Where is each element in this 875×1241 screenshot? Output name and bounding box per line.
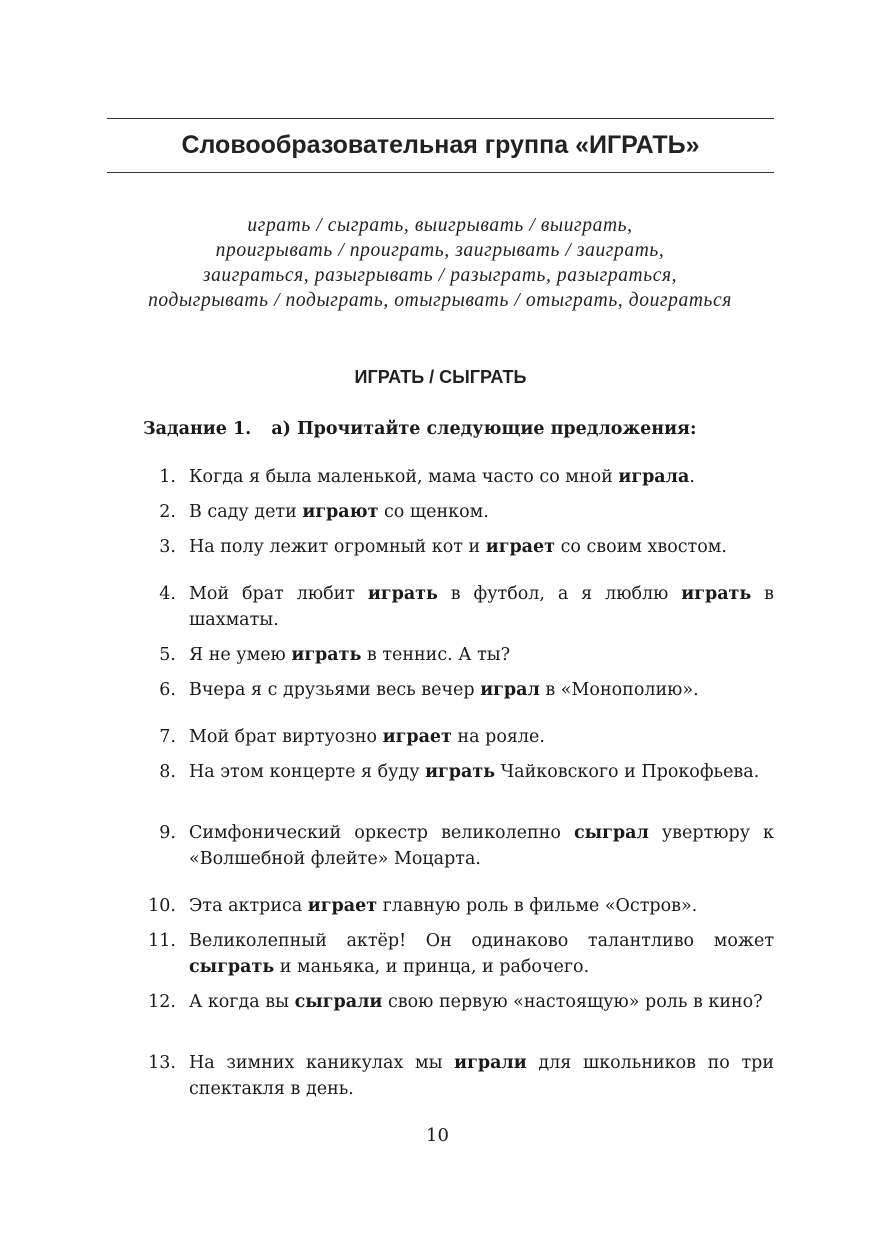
task-instruction: Прочитайте следующие предложения: (297, 419, 697, 439)
task-part: а) (271, 419, 291, 439)
item-number: 9. (159, 823, 176, 843)
section-heading: ИГРАТЬ / СЫГРАТЬ (354, 367, 527, 387)
item-text: Когда я была маленькой, мама часто со мной играла. (189, 467, 695, 487)
page-number: 10 (426, 1125, 449, 1146)
verb-line: заиграться, разыгрывать / разыграть, разыграться, (202, 265, 678, 286)
task-heading (143, 417, 696, 441)
item-text: На зимних каникулах мы играли для школьников по три спектакля в день. (189, 1053, 774, 1099)
item-number: 8. (159, 762, 176, 782)
item-text: На этом концерте я буду играть Чайковского и Прокофьева. (189, 762, 760, 782)
item-text: Я не умею играть в теннис. А ты? (189, 645, 511, 665)
verb-group (90, 213, 790, 313)
verb-line: подыгрывать / подыграть, отыгрывать / отыграть, доиграться (148, 290, 732, 311)
task-label: Задание 1. (143, 419, 252, 439)
item-number: 4. (159, 584, 176, 604)
verb-line: проигрывать / проиграть, заигрывать / заиграть, (215, 240, 665, 261)
item-number: 3. (159, 537, 176, 557)
item-number: 12. (148, 992, 176, 1012)
item-number: 13. (148, 1053, 176, 1073)
top-rule (107, 118, 774, 119)
item-number: 2. (159, 502, 176, 522)
bottom-rule (107, 172, 774, 173)
item-number: 5. (159, 645, 176, 665)
item-number: 10. (148, 896, 176, 916)
item-number: 7. (159, 727, 176, 747)
item-text: Великолепный актёр! Он одинаково талантливо может сыграть и маньяка, и принца, и рабочего. (189, 931, 774, 977)
item-text: Вчера я с друзьями весь вечер играл в «Монополию». (189, 680, 699, 700)
item-text: Мой брат виртуозно играет на рояле. (189, 727, 545, 747)
item-text: А когда вы сыграли свою первую «настоящую» роль в кино? (189, 992, 763, 1012)
page-title: Словообразовательная группа «ИГРАТЬ» (181, 131, 700, 159)
verb-line: играть / сыграть, выигрывать / выиграть, (247, 215, 633, 236)
item-number: 1. (159, 467, 176, 487)
item-text: Эта актриса играет главную роль в фильме «Остров». (189, 896, 698, 916)
item-text: Симфонический оркестр великолепно сыграл увертюру к «Волшебной флейте» Моцарта. (189, 823, 774, 869)
item-text: Мой брат любит играть в футбол, а я люблю играть в шахматы. (189, 584, 774, 630)
item-text: На полу лежит огромный кот и играет со своим хвостом. (189, 537, 727, 557)
item-number: 6. (159, 680, 176, 700)
item-text: В саду дети играют со щенком. (189, 502, 489, 522)
item-number: 11. (148, 931, 176, 951)
